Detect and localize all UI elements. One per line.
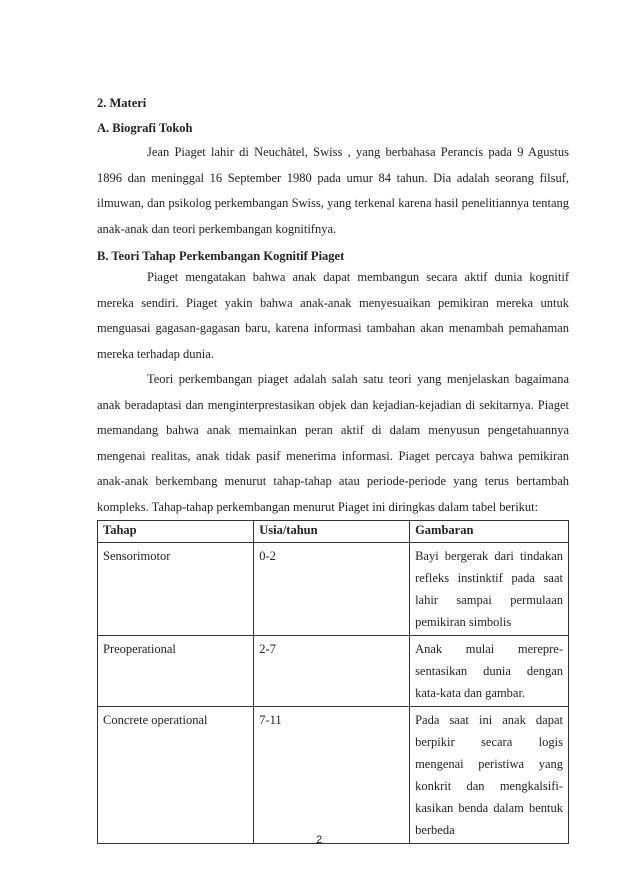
paragraph-theory-1: Piaget mengatakan bahwa anak dapat membangun secara aktif dunia kognitif mereka sendiri. Piaget yakin bahwa anak-anak menyesuaikan pemikiran mereka untuk menguasai gagasan-gagasan baru, karena informasi tambahan akan menambah pemahaman mereka terhadap dunia. [97,270,569,361]
table-header-row [98,521,569,543]
cell-tahap: Concrete operational [98,707,254,844]
cell-usia: 2-7 [254,636,410,707]
paragraph-theory-2: Teori perkembangan piaget adalah salah satu teori yang menjelaskan bagaimana anak beradaptasi dan menginterprestasikan objek dan kejadian-kejadian di sekitarnya. Piaget memandang bahwa anak memainkan peran aktif di dalam menyusun pengetahuannya mengenai realitas, anak tidak pasif menerima informasi. Piaget percaya bahwa pemikiran anak-anak berkembang menurut tahap-tahap atau periode-periode yang terus bertambah kompleks. Tahap-tahap perkembangan menurut Piaget ini diringkas dalam tabel berikut: [97,372,569,514]
cell-usia: 0-2 [254,543,410,636]
table-row [98,543,569,636]
page-number: 2 [315,834,323,846]
cell-tahap: Sensorimotor [98,543,254,636]
cell-tahap: Preoperational [98,636,254,707]
header-gambaran: Gambaran [410,521,569,543]
cell-gambaran: Anak mulai merepre-sentasikan dunia dengan kata-kata dan gambar. [410,636,569,707]
cell-gambaran: Bayi bergerak dari tindakan refleks instinktif pada saat lahir sampai permulaan pemikiran simbolis [410,543,569,636]
paragraph-biography: Jean Piaget lahir di Neuchâtel, Swiss , yang berbahasa Perancis pada 9 Agustus 1896 dan meninggal 16 September 1980 pada umur 84 tahun. Dia adalah seorang filsuf, ilmuwan, dan psikolog perkembangan Swiss, yang terkenal karena hasil penelitiannya tentang anak-anak dan teori perkembangan kognitifnya. [97,145,569,236]
subsection-a-heading: A. Biografi Tokoh [97,121,193,135]
header-tahap: Tahap [98,521,254,543]
table-row [98,636,569,707]
stages-table [97,520,569,844]
table-row [98,707,569,844]
header-usia: Usia/tahun [254,521,410,543]
section-heading: 2. Materi [97,96,147,110]
page-content [97,95,569,844]
cell-gambaran: Pada saat ini anak dapat berpikir secara logis mengenai peristiwa yang konkrit dan mengkalsifi-kasikan benda dalam bentuk berbeda [410,707,569,844]
cell-usia: 7-11 [254,707,410,844]
subsection-b-heading: B. Teori Tahap Perkembangan Kognitif Piaget [97,249,345,263]
